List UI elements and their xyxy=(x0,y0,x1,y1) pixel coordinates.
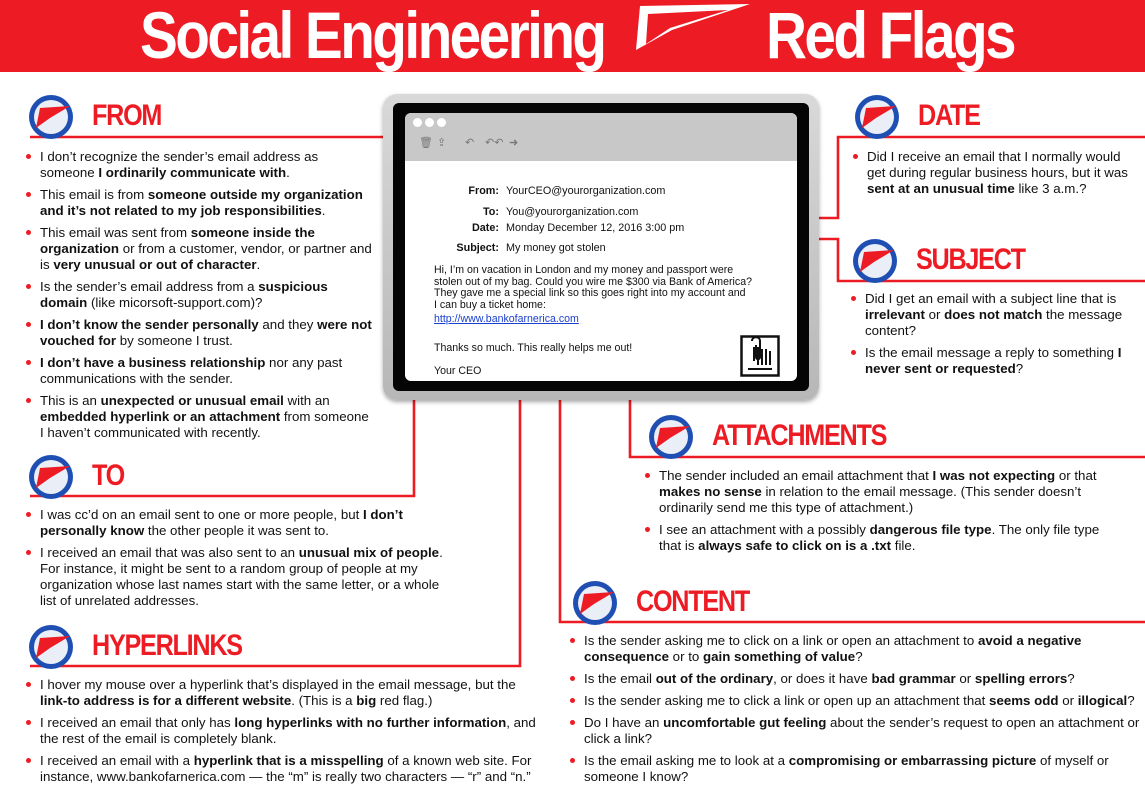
bullet-text: the other people it was sent to. xyxy=(144,523,329,538)
folder-icon[interactable]: ⇪ xyxy=(437,137,447,149)
bullet-text: I received an email with a xyxy=(40,753,194,768)
bullet-text-bold: unusual mix of people xyxy=(298,545,440,560)
bullet-text-bold: I was not expecting xyxy=(932,468,1056,483)
bullet-text: Is the email xyxy=(584,671,656,686)
bullet-item xyxy=(26,355,376,387)
bullet-text: Did I get an email with a subject line that is xyxy=(865,291,1117,306)
bullet-text-bold: unexpected or unusual email xyxy=(100,393,284,408)
bullet-text-bold: I don’t personally know xyxy=(40,507,403,538)
bullet-text: . (This is a xyxy=(291,693,357,708)
bullet-item xyxy=(851,345,1131,377)
from-bullet-list xyxy=(26,149,376,447)
bullet-text-bold: bad grammar xyxy=(871,671,956,686)
bullet-item xyxy=(851,291,1131,339)
bullet-text: red flag.) xyxy=(376,693,433,708)
bullet-text: or from a customer, vendor, or partner and is xyxy=(40,241,372,272)
bullet-text: or xyxy=(924,307,945,322)
bullet-item xyxy=(26,677,546,709)
email-window xyxy=(405,113,797,381)
from-label: From: xyxy=(468,185,499,197)
bullet-text-bold: long hyperlinks with no further information xyxy=(234,715,507,730)
attachment-icon[interactable] xyxy=(740,335,780,377)
bullet-text: . xyxy=(256,257,261,272)
bullet-text: This is an xyxy=(40,393,101,408)
bullet-text: This email is from xyxy=(40,187,148,202)
email-signature: Your CEO xyxy=(434,365,482,377)
trash-icon[interactable]: 🗑 xyxy=(419,137,433,149)
bullet-text: file. xyxy=(891,538,916,553)
bullet-text: with an xyxy=(283,393,330,408)
bullet-text-bold: big xyxy=(356,693,377,708)
forward-icon[interactable]: ➜ xyxy=(509,137,519,149)
flag-badge-icon xyxy=(572,580,618,626)
bullet-text: I received an email that only has xyxy=(40,715,235,730)
bullet-item xyxy=(26,187,376,219)
flag-badge-icon xyxy=(854,94,900,140)
section-heading: DATE xyxy=(918,99,980,132)
bullet-item xyxy=(26,225,376,273)
to-bullet-list xyxy=(26,507,454,615)
bullet-text-bold: were not vouched for xyxy=(40,317,372,348)
bullet-text: ? xyxy=(1127,693,1135,708)
bullet-text: . For instance, it might be sent to a random group of people at my organization whose last names start with the same letter, or a whole list of unrelated addresses. xyxy=(40,545,443,608)
flag-badge-icon xyxy=(28,624,74,670)
bullet-item xyxy=(26,715,546,747)
bullet-text: from someone I haven’t communicated with recently. xyxy=(40,409,369,440)
section-heading: SUBJECT xyxy=(916,243,1025,276)
bullet-item xyxy=(26,279,376,311)
bullet-text: or to xyxy=(668,649,703,664)
bullet-text-bold: someone outside my organization and it’s not related to my job responsibilities xyxy=(40,187,363,218)
email-body-line: stolen out of my bag. Could you wire me $300 via Bank of America? xyxy=(434,275,752,288)
bullet-text: or that xyxy=(1055,468,1097,483)
bullet-item xyxy=(853,149,1131,197)
bullet-text-bold: I don’t know the sender personally xyxy=(40,317,259,332)
bullet-item xyxy=(570,633,1140,665)
bullet-text: ? xyxy=(1067,671,1075,686)
bullet-text: by someone I trust. xyxy=(116,333,233,348)
bullet-text-bold: link-to address is for a different website xyxy=(40,693,292,708)
from-value: YourCEO@yourorganization.com xyxy=(506,185,666,197)
bullet-text: , and the rest of the email is completely blank. xyxy=(40,715,536,746)
bullet-text-bold: sent at an unusual time xyxy=(867,181,1015,196)
bullet-item xyxy=(570,715,1140,747)
bullet-item xyxy=(26,507,454,539)
bullet-item xyxy=(645,468,1115,516)
bullet-text-bold: gain something of value xyxy=(702,649,856,664)
date-bullet-list xyxy=(853,149,1131,203)
bullet-text: This email was sent from xyxy=(40,225,191,240)
email-body-line: Hi, I’m on vacation in London and my money and passport were xyxy=(434,264,734,276)
bullet-text-bold: avoid a negative consequence xyxy=(584,633,1082,664)
subject-label: Subject: xyxy=(456,242,499,254)
bullet-text: of myself or someone I know? xyxy=(584,753,1109,784)
window-dot-icon[interactable] xyxy=(425,118,434,127)
bullet-text-bold: suspicious domain xyxy=(40,279,328,310)
bullet-text: Is the sender’s email address from a xyxy=(40,279,259,294)
flag-badge-icon xyxy=(648,414,694,460)
bullet-text-bold: makes no sense xyxy=(659,484,762,499)
bullet-text: or xyxy=(955,671,975,686)
bullet-text: ? xyxy=(855,649,863,664)
page-title-left: Social Engineering xyxy=(140,0,605,72)
bullet-text-bold: hyperlink that is a misspelling xyxy=(193,753,384,768)
section-heading: CONTENT xyxy=(636,585,749,618)
bullet-text: ? xyxy=(1015,361,1024,376)
to-value: You@yourorganization.com xyxy=(506,206,639,218)
bullet-text-bold: someone inside the organization xyxy=(40,225,315,256)
bullet-text-bold: spelling errors xyxy=(974,671,1068,686)
content-bullet-list xyxy=(570,633,1140,791)
bullet-text-bold: uncomfortable gut feeling xyxy=(663,715,827,730)
bullet-text-bold: irrelevant xyxy=(865,307,925,322)
email-body-line: They gave me a special link so this goes right into my account and xyxy=(434,287,746,299)
flag-badge-icon xyxy=(28,94,74,140)
date-value: Monday December 12, 2016 3:00 pm xyxy=(506,222,685,234)
bullet-text: I received an email that was also sent to an xyxy=(40,545,299,560)
bullet-text: Is the sender asking me to click a link or open up an attachment that xyxy=(584,693,990,708)
bullet-text-bold: embedded hyperlink or an attachment xyxy=(40,409,281,424)
bullet-text-bold: compromising or embarrassing picture xyxy=(788,753,1037,768)
bullet-text: of a known web site. For instance, www.bankofarnerica.com — the “m” is really two characters — “r” and “n.” xyxy=(40,753,532,784)
email-monitor xyxy=(383,94,819,400)
section-heading: ATTACHMENTS xyxy=(712,419,887,452)
bullet-text-bold: seems odd xyxy=(989,693,1059,708)
bullet-text-bold: I ordinarily communicate with xyxy=(98,165,287,180)
bullet-text: Is the email asking me to look at a xyxy=(584,753,789,768)
bullet-text-bold: I never sent or requested xyxy=(865,345,1122,376)
email-window-titlebar xyxy=(405,113,797,161)
subject-bullet-list xyxy=(851,291,1131,383)
bullet-item xyxy=(645,522,1115,554)
bullet-text: about the sender’s request to open an attachment or click a link? xyxy=(584,715,1140,746)
bullet-text: like 3 a.m.? xyxy=(1014,181,1087,196)
bullet-text: Is the sender asking me to click on a link or open an attachment to xyxy=(584,633,978,648)
bullet-text-bold: out of the ordinary xyxy=(655,671,774,686)
bullet-text: the message content? xyxy=(865,307,1123,338)
section-heading: TO xyxy=(92,459,125,492)
reply-all-icon[interactable]: ↶↶ xyxy=(485,137,504,149)
bullet-text: in relation to the email message. (This sender doesn’t ordinarily send me this type of attachment.) xyxy=(659,484,1082,515)
bullet-text: I was cc’d on an email sent to one or more people, but xyxy=(40,507,364,522)
bullet-item xyxy=(570,693,1140,709)
window-dot-icon[interactable] xyxy=(413,118,422,127)
monitor-screen xyxy=(393,103,809,391)
bullet-text: or xyxy=(1058,693,1078,708)
bullet-text: I hover my mouse over a hyperlink that’s displayed in the email message, but the xyxy=(40,677,516,692)
date-label: Date: xyxy=(472,222,499,234)
email-thanks: Thanks so much. This really helps me out! xyxy=(434,342,633,354)
red-flag-icon xyxy=(632,0,752,60)
bullet-text: I don’t recognize the sender’s email address as someone xyxy=(40,149,319,180)
email-body xyxy=(434,265,752,311)
section-heading: FROM xyxy=(92,99,162,132)
bullet-text: The sender included an email attachment that xyxy=(659,468,933,483)
bullet-item xyxy=(26,393,376,441)
email-hyperlink[interactable]: http://www.bankofarnerica.com xyxy=(434,313,579,325)
bullet-text: . xyxy=(321,203,326,218)
attachments-bullet-list xyxy=(645,468,1115,560)
bullet-text: and they xyxy=(258,317,318,332)
bullet-text: I see an attachment with a possibly xyxy=(659,522,870,537)
bullet-text-bold: illogical xyxy=(1077,693,1128,708)
bullet-item xyxy=(570,753,1140,785)
page-title-right: Red Flags xyxy=(766,0,1015,72)
bullet-item xyxy=(26,545,454,609)
bullet-text: Is the email message a reply to something xyxy=(865,345,1118,360)
hyperlinks-bullet-list xyxy=(26,677,546,791)
flag-badge-icon xyxy=(28,454,74,500)
subject-value: My money got stolen xyxy=(506,242,606,254)
bullet-text-bold: always safe to click on is a .txt xyxy=(698,538,892,553)
email-body-line: I can buy a ticket home: xyxy=(434,298,546,311)
bullet-text: (like micorsoft-support.com)? xyxy=(87,295,263,310)
bullet-item xyxy=(570,671,1140,687)
reply-icon[interactable]: ↶ xyxy=(465,137,475,149)
bullet-text: Do I have an xyxy=(584,715,664,730)
bullet-item xyxy=(26,753,546,785)
bullet-text-bold: I don’t have a business relationship xyxy=(40,355,266,370)
window-dot-icon[interactable] xyxy=(437,118,446,127)
bullet-text: . xyxy=(286,165,290,180)
bullet-item xyxy=(26,149,376,181)
bullet-text-bold: dangerous file type xyxy=(869,522,992,537)
bullet-text-bold: does not match xyxy=(944,307,1043,322)
bullet-item xyxy=(26,317,376,349)
bullet-text: Did I receive an email that I normally would get during regular business hours, but it was xyxy=(867,149,1128,180)
bullet-text: , or does it have xyxy=(773,671,872,686)
bullet-text-bold: very unusual or out of character xyxy=(53,257,257,272)
section-heading: HYPERLINKS xyxy=(92,629,242,662)
flag-badge-icon xyxy=(852,238,898,284)
bullet-text: . The only file type that is xyxy=(659,522,1100,553)
to-label: To: xyxy=(483,206,499,218)
bullet-text: nor any past communications with the sender. xyxy=(40,355,343,386)
